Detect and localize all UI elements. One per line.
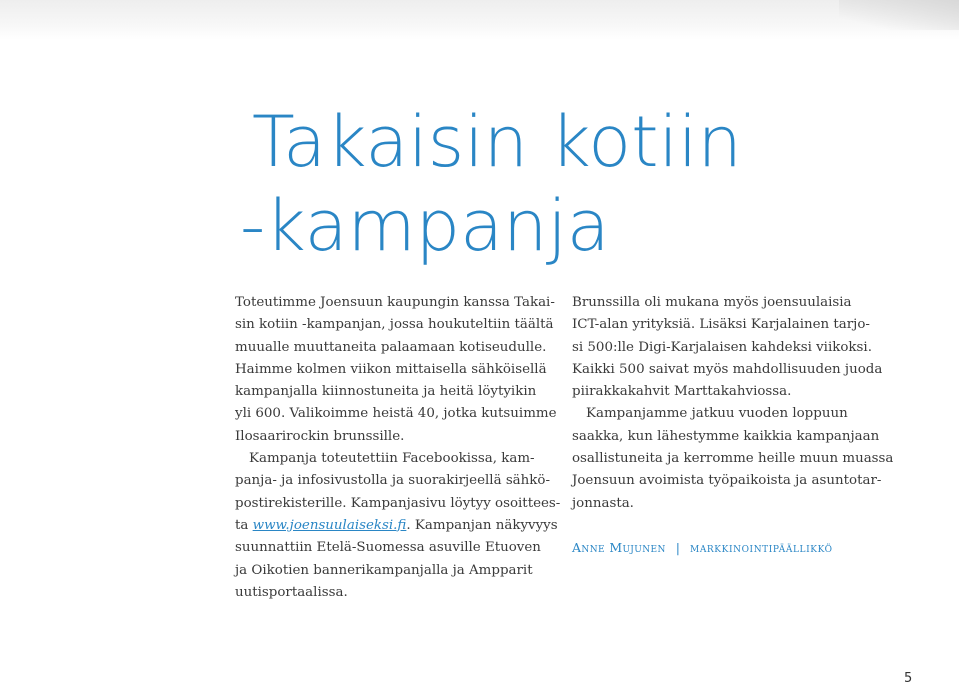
text-line: muualle muuttaneita palaamaan kotiseudulle. <box>235 339 547 355</box>
right-column <box>572 292 894 559</box>
text-line: piirakkakahvit Marttakahviossa. <box>572 384 792 400</box>
title-line-2: -kampanja <box>240 185 610 267</box>
left-column <box>235 292 561 604</box>
text-line: postirekisterille. Kampanjasivu löytyy osoittees- <box>235 495 561 511</box>
text-line: kampanjalla kiinnostuneita ja heitä löytyikin <box>235 384 537 400</box>
top-shade <box>0 0 959 40</box>
link-prefix: ta <box>235 517 253 533</box>
text-line: Kampanjamme jatkuu vuoden loppuun <box>586 406 848 422</box>
left-paragraph-2 <box>235 448 561 604</box>
author-role: markkinointipäällikkö <box>690 539 833 555</box>
text-line: Brunssilla oli mukana myös joensuulaisia <box>572 295 852 310</box>
page-number: 5 <box>904 671 913 686</box>
text-line: ja Oikotien bannerikampanjalla ja Ampparit <box>235 562 533 578</box>
top-corner-shade <box>839 0 959 30</box>
text-line: ICT-alan yrityksiä. Lisäksi Karjalainen tarjo- <box>572 317 870 333</box>
text-line-with-link <box>235 515 558 537</box>
title-line-1: Takaisin kotiin <box>252 101 742 183</box>
text-line: osallistuneita ja kerromme heille muun muassa <box>572 451 894 467</box>
right-paragraph-2 <box>572 403 894 514</box>
author-name: Anne Mujunen <box>572 539 666 555</box>
text-line: Haimme kolmen viikon mittaisella sähköisellä <box>235 361 547 377</box>
link-suffix: . Kampanjan näkyvyys <box>406 517 558 533</box>
text-line: Joensuun avoimista työpaikoista ja asuntotar- <box>572 473 882 489</box>
author-signature <box>572 537 877 559</box>
signature-separator: | <box>675 539 680 555</box>
page-title <box>240 100 742 268</box>
text-line: Kaikki 500 saivat myös mahdollisuuden juoda <box>572 361 883 377</box>
campaign-website-link[interactable]: www.joensuulaiseksi.fi <box>252 517 407 533</box>
text-line: Kampanja toteutettiin Facebookissa, kam- <box>249 451 535 467</box>
text-line: panja- ja infosivustolla ja suorakirjeellä sähkö- <box>235 473 550 489</box>
text-line: sin kotiin -kampanjan, jossa houkuteltiin täältä <box>235 317 554 333</box>
text-line: jonnasta. <box>572 495 634 511</box>
text-line: si 500:lle Digi-Karjalaisen kahdeksi viikoksi. <box>572 339 872 355</box>
text-line: suunnattiin Etelä-Suomessa asuville Etuoven <box>235 540 541 556</box>
text-line: saakka, kun lähestymme kaikkia kampanjaan <box>572 428 880 444</box>
text-line: yli 600. Valikoimme heistä 40, jotka kutsuimme <box>235 406 557 422</box>
left-paragraph-1 <box>235 292 557 448</box>
text-line: Toteutimme Joensuun kaupungin kanssa Takai- <box>235 295 555 310</box>
text-line: Ilosaarirockin brunssille. <box>235 428 405 444</box>
right-paragraph-1 <box>572 292 883 403</box>
text-line: uutisportaalissa. <box>235 584 348 600</box>
